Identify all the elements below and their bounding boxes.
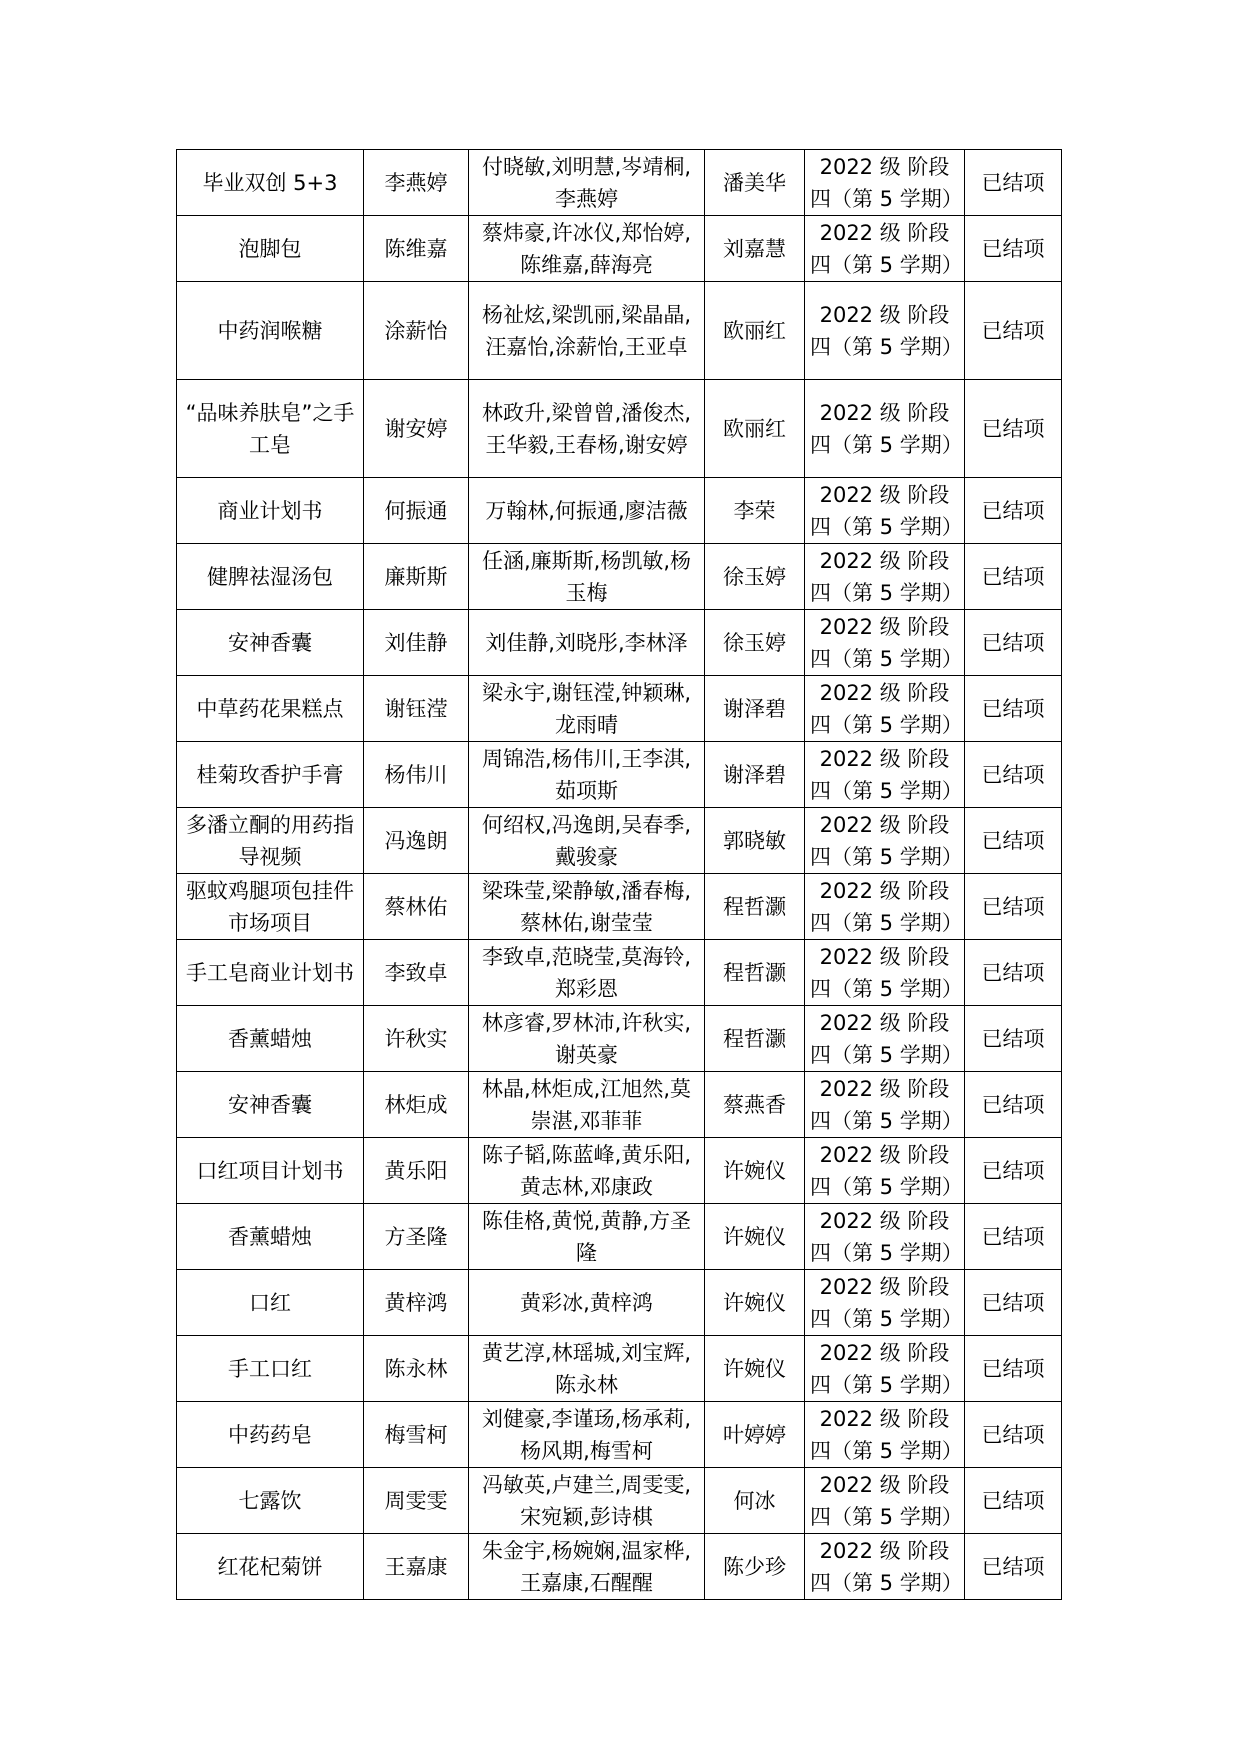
table-row — [177, 676, 1062, 742]
table-row — [177, 1534, 1062, 1600]
project-members-cell: 付晓敏,刘明慧,岑靖桐,李燕婷 — [469, 150, 705, 216]
advisor-cell: 许婉仪 — [705, 1270, 805, 1336]
advisor-cell: 许婉仪 — [705, 1336, 805, 1402]
project-members-cell: 黄彩冰,黄梓鸿 — [469, 1270, 705, 1336]
advisor-cell: 刘嘉慧 — [705, 216, 805, 282]
status-cell: 已结项 — [965, 742, 1062, 808]
advisor-cell: 何冰 — [705, 1468, 805, 1534]
advisor-cell: 程哲灏 — [705, 1006, 805, 1072]
table-row — [177, 1336, 1062, 1402]
project-members-cell: 梁珠莹,梁静敏,潘春梅,蔡林佑,谢莹莹 — [469, 874, 705, 940]
advisor-cell: 陈少珍 — [705, 1534, 805, 1600]
project-leader-cell: 王嘉康 — [364, 1534, 469, 1600]
grade-stage-cell: 2022 级 阶段四（第 5 学期） — [805, 1336, 965, 1402]
project-name-cell: 中药润喉糖 — [177, 282, 364, 380]
grade-stage-cell: 2022 级 阶段四（第 5 学期） — [805, 544, 965, 610]
grade-stage-cell: 2022 级 阶段四（第 5 学期） — [805, 808, 965, 874]
status-cell: 已结项 — [965, 1138, 1062, 1204]
advisor-cell: 叶婷婷 — [705, 1402, 805, 1468]
advisor-cell: 谢泽碧 — [705, 742, 805, 808]
project-members-cell: 任涵,廉斯斯,杨凯敏,杨玉梅 — [469, 544, 705, 610]
advisor-cell: 谢泽碧 — [705, 676, 805, 742]
project-name-cell: 香薰蜡烛 — [177, 1006, 364, 1072]
project-leader-cell: 冯逸朗 — [364, 808, 469, 874]
table-row — [177, 1270, 1062, 1336]
project-name-cell: 中草药花果糕点 — [177, 676, 364, 742]
table-row — [177, 1006, 1062, 1072]
table-row — [177, 216, 1062, 282]
project-members-cell: 杨祉炫,梁凯丽,梁晶晶,汪嘉怡,涂薪怡,王亚卓 — [469, 282, 705, 380]
project-leader-cell: 蔡林佑 — [364, 874, 469, 940]
project-members-cell: 李致卓,范晓莹,莫海铃,郑彩恩 — [469, 940, 705, 1006]
project-leader-cell: 黄梓鸿 — [364, 1270, 469, 1336]
project-name-cell: 多潘立酮的用药指导视频 — [177, 808, 364, 874]
grade-stage-cell: 2022 级 阶段四（第 5 学期） — [805, 478, 965, 544]
status-cell: 已结项 — [965, 216, 1062, 282]
project-members-cell: 黄艺淳,林瑶城,刘宝辉,陈永林 — [469, 1336, 705, 1402]
project-members-cell: 陈子韬,陈蓝峰,黄乐阳,黄志林,邓康政 — [469, 1138, 705, 1204]
project-name-cell: “品味养肤皂”之手工皂 — [177, 380, 364, 478]
project-leader-cell: 何振通 — [364, 478, 469, 544]
status-cell: 已结项 — [965, 1402, 1062, 1468]
project-leader-cell: 李致卓 — [364, 940, 469, 1006]
grade-stage-cell: 2022 级 阶段四（第 5 学期） — [805, 380, 965, 478]
status-cell: 已结项 — [965, 1270, 1062, 1336]
status-cell: 已结项 — [965, 676, 1062, 742]
status-cell: 已结项 — [965, 1336, 1062, 1402]
project-name-cell: 手工口红 — [177, 1336, 364, 1402]
table-row — [177, 544, 1062, 610]
project-name-cell: 口红项目计划书 — [177, 1138, 364, 1204]
project-name-cell: 香薰蜡烛 — [177, 1204, 364, 1270]
advisor-cell: 郭晓敏 — [705, 808, 805, 874]
project-leader-cell: 方圣隆 — [364, 1204, 469, 1270]
advisor-cell: 徐玉婷 — [705, 610, 805, 676]
project-name-cell: 红花杞菊饼 — [177, 1534, 364, 1600]
project-name-cell: 泡脚包 — [177, 216, 364, 282]
project-leader-cell: 谢钰滢 — [364, 676, 469, 742]
project-leader-cell: 林炬成 — [364, 1072, 469, 1138]
advisor-cell: 许婉仪 — [705, 1204, 805, 1270]
project-name-cell: 安神香囊 — [177, 610, 364, 676]
project-members-cell: 蔡炜豪,许冰仪,郑怡婷,陈维嘉,薛海亮 — [469, 216, 705, 282]
table-row — [177, 874, 1062, 940]
grade-stage-cell: 2022 级 阶段四（第 5 学期） — [805, 1270, 965, 1336]
advisor-cell: 李荣 — [705, 478, 805, 544]
grade-stage-cell: 2022 级 阶段四（第 5 学期） — [805, 282, 965, 380]
project-table-body — [177, 150, 1062, 1600]
project-members-cell: 林政升,梁曾曾,潘俊杰,王华毅,王春杨,谢安婷 — [469, 380, 705, 478]
table-row — [177, 940, 1062, 1006]
project-leader-cell: 周雯雯 — [364, 1468, 469, 1534]
project-leader-cell: 廉斯斯 — [364, 544, 469, 610]
table-row — [177, 380, 1062, 478]
grade-stage-cell: 2022 级 阶段四（第 5 学期） — [805, 1534, 965, 1600]
status-cell: 已结项 — [965, 610, 1062, 676]
table-row — [177, 1204, 1062, 1270]
project-table — [176, 149, 1062, 1600]
project-members-cell: 何绍权,冯逸朗,吴春季,戴骏豪 — [469, 808, 705, 874]
status-cell: 已结项 — [965, 1006, 1062, 1072]
project-name-cell: 中药药皂 — [177, 1402, 364, 1468]
status-cell: 已结项 — [965, 544, 1062, 610]
project-name-cell: 驱蚊鸡腿项包挂件市场项目 — [177, 874, 364, 940]
advisor-cell: 欧丽红 — [705, 380, 805, 478]
advisor-cell: 许婉仪 — [705, 1138, 805, 1204]
project-leader-cell: 李燕婷 — [364, 150, 469, 216]
table-row — [177, 808, 1062, 874]
status-cell: 已结项 — [965, 940, 1062, 1006]
advisor-cell: 潘美华 — [705, 150, 805, 216]
project-leader-cell: 梅雪柯 — [364, 1402, 469, 1468]
grade-stage-cell: 2022 级 阶段四（第 5 学期） — [805, 742, 965, 808]
project-leader-cell: 许秋实 — [364, 1006, 469, 1072]
project-members-cell: 林彦睿,罗林沛,许秋实,谢英豪 — [469, 1006, 705, 1072]
project-name-cell: 口红 — [177, 1270, 364, 1336]
project-name-cell: 桂菊玫香护手膏 — [177, 742, 364, 808]
advisor-cell: 徐玉婷 — [705, 544, 805, 610]
project-name-cell: 安神香囊 — [177, 1072, 364, 1138]
project-members-cell: 梁永宇,谢钰滢,钟颖琳,龙雨晴 — [469, 676, 705, 742]
status-cell: 已结项 — [965, 150, 1062, 216]
status-cell: 已结项 — [965, 1534, 1062, 1600]
grade-stage-cell: 2022 级 阶段四（第 5 学期） — [805, 1204, 965, 1270]
project-name-cell: 手工皂商业计划书 — [177, 940, 364, 1006]
project-name-cell: 商业计划书 — [177, 478, 364, 544]
project-leader-cell: 陈永林 — [364, 1336, 469, 1402]
table-row — [177, 150, 1062, 216]
advisor-cell: 欧丽红 — [705, 282, 805, 380]
grade-stage-cell: 2022 级 阶段四（第 5 学期） — [805, 150, 965, 216]
grade-stage-cell: 2022 级 阶段四（第 5 学期） — [805, 1468, 965, 1534]
project-members-cell: 刘佳静,刘晓彤,李林泽 — [469, 610, 705, 676]
project-leader-cell: 刘佳静 — [364, 610, 469, 676]
project-leader-cell: 陈维嘉 — [364, 216, 469, 282]
table-row — [177, 1468, 1062, 1534]
table-row — [177, 742, 1062, 808]
table-row — [177, 282, 1062, 380]
project-members-cell: 冯敏英,卢建兰,周雯雯,宋宛颖,彭诗棋 — [469, 1468, 705, 1534]
grade-stage-cell: 2022 级 阶段四（第 5 学期） — [805, 610, 965, 676]
project-name-cell: 健脾祛湿汤包 — [177, 544, 364, 610]
advisor-cell: 程哲灏 — [705, 940, 805, 1006]
table-row — [177, 478, 1062, 544]
project-members-cell: 周锦浩,杨伟川,王李淇,茹项斯 — [469, 742, 705, 808]
advisor-cell: 蔡燕香 — [705, 1072, 805, 1138]
grade-stage-cell: 2022 级 阶段四（第 5 学期） — [805, 676, 965, 742]
project-members-cell: 朱金宇,杨婉娴,温家桦,王嘉康,石醒醒 — [469, 1534, 705, 1600]
grade-stage-cell: 2022 级 阶段四（第 5 学期） — [805, 1138, 965, 1204]
grade-stage-cell: 2022 级 阶段四（第 5 学期） — [805, 1006, 965, 1072]
table-row — [177, 610, 1062, 676]
status-cell: 已结项 — [965, 1204, 1062, 1270]
project-name-cell: 七露饮 — [177, 1468, 364, 1534]
project-leader-cell: 涂薪怡 — [364, 282, 469, 380]
project-name-cell: 毕业双创 5+3 — [177, 150, 364, 216]
status-cell: 已结项 — [965, 478, 1062, 544]
project-members-cell: 刘健豪,李谨玚,杨承莉,杨风期,梅雪柯 — [469, 1402, 705, 1468]
advisor-cell: 程哲灏 — [705, 874, 805, 940]
status-cell: 已结项 — [965, 1468, 1062, 1534]
status-cell: 已结项 — [965, 282, 1062, 380]
status-cell: 已结项 — [965, 380, 1062, 478]
table-row — [177, 1402, 1062, 1468]
project-leader-cell: 黄乐阳 — [364, 1138, 469, 1204]
project-members-cell: 万翰林,何振通,廖洁薇 — [469, 478, 705, 544]
grade-stage-cell: 2022 级 阶段四（第 5 学期） — [805, 940, 965, 1006]
grade-stage-cell: 2022 级 阶段四（第 5 学期） — [805, 874, 965, 940]
project-leader-cell: 谢安婷 — [364, 380, 469, 478]
project-leader-cell: 杨伟川 — [364, 742, 469, 808]
status-cell: 已结项 — [965, 808, 1062, 874]
project-members-cell: 陈佳格,黄悦,黄静,方圣隆 — [469, 1204, 705, 1270]
grade-stage-cell: 2022 级 阶段四（第 5 学期） — [805, 216, 965, 282]
status-cell: 已结项 — [965, 1072, 1062, 1138]
grade-stage-cell: 2022 级 阶段四（第 5 学期） — [805, 1072, 965, 1138]
project-members-cell: 林晶,林炬成,江旭然,莫崇湛,邓菲菲 — [469, 1072, 705, 1138]
status-cell: 已结项 — [965, 874, 1062, 940]
table-row — [177, 1072, 1062, 1138]
grade-stage-cell: 2022 级 阶段四（第 5 学期） — [805, 1402, 965, 1468]
table-row — [177, 1138, 1062, 1204]
